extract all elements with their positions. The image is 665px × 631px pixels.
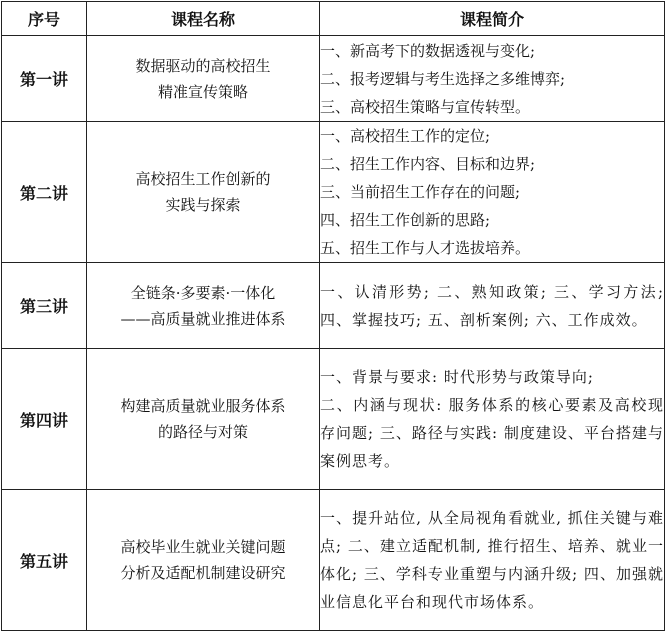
course-name bbox=[87, 122, 320, 263]
course-name bbox=[87, 36, 320, 122]
table-row bbox=[2, 36, 665, 122]
table-row bbox=[2, 490, 665, 631]
intro-line: 三、当前招生工作存在的问题; bbox=[320, 183, 521, 201]
course-name-line: 高校招生工作创新的 bbox=[135, 170, 271, 188]
intro-text: 一、提升站位, 从全局视角看就业, 抓住关键与难点; 二、建立适配机制, 推行招生、培养、就业一体化; 三、学科专业重塑与内涵升级; 四、加强就业信息化平台和现代市场体系。 bbox=[320, 509, 664, 611]
header-name: 课程名称 bbox=[87, 2, 320, 36]
intro-text: 一、认清形势; 二、熟知政策; 三、学习方法; 四、掌握技巧; 五、剖析案例; 六、工作成效。 bbox=[320, 282, 664, 329]
course-name-line: ——高质量就业推进体系 bbox=[120, 309, 286, 328]
course-name-line: 分析及适配机制建设研究 bbox=[120, 564, 286, 582]
course-name-line: 构建高质量就业服务体系 bbox=[120, 397, 286, 415]
course-name bbox=[87, 490, 320, 631]
course-intro bbox=[320, 36, 665, 122]
table-row bbox=[2, 349, 665, 490]
course-intro bbox=[320, 122, 665, 263]
course-name-line: 高校毕业生就业关键问题 bbox=[120, 538, 286, 556]
intro-line: 三、高校招生策略与宣传转型。 bbox=[320, 97, 531, 116]
lecture-index: 第二讲 bbox=[2, 122, 87, 263]
header-row bbox=[2, 2, 665, 36]
lecture-index: 第五讲 bbox=[2, 490, 87, 631]
lecture-index: 第四讲 bbox=[2, 349, 87, 490]
course-name-line: 精准宣传策略 bbox=[157, 82, 248, 101]
course-name bbox=[87, 263, 320, 349]
course-name bbox=[87, 349, 320, 490]
intro-line: 四、招生工作创新的思路; bbox=[320, 211, 491, 229]
header-intro: 课程简介 bbox=[320, 2, 665, 36]
course-name-line: 实践与探索 bbox=[165, 196, 241, 214]
lecture-index: 第三讲 bbox=[2, 263, 87, 349]
table-row bbox=[2, 122, 665, 263]
course-intro bbox=[320, 263, 665, 349]
intro-paragraph: 一、背景与要求: 时代形势与政策导向; bbox=[320, 368, 594, 386]
course-table bbox=[1, 1, 665, 631]
header-index: 序号 bbox=[2, 2, 87, 36]
intro-line: 五、招生工作与人才选拔培养。 bbox=[320, 239, 531, 257]
course-name-line: 全链条·多要素·一体化 bbox=[130, 283, 276, 302]
course-name-line: 数据驱动的高校招生 bbox=[135, 56, 271, 75]
intro-paragraph: 二、内涵与现状: 服务体系的核心要素及高校现存问题; 三、路径与实践: 制度建设、平台搭建与案例思考。 bbox=[320, 396, 664, 470]
intro-line: 二、招生工作内容、目标和边界; bbox=[320, 155, 536, 173]
intro-line: 一、高校招生工作的定位; bbox=[320, 127, 491, 145]
course-intro bbox=[320, 349, 665, 490]
table-row bbox=[2, 263, 665, 349]
intro-line: 一、新高考下的数据透视与变化; bbox=[320, 41, 536, 60]
lecture-index: 第一讲 bbox=[2, 36, 87, 122]
course-intro bbox=[320, 490, 665, 631]
course-name-line: 的路径与对策 bbox=[157, 423, 248, 441]
intro-line: 二、报考逻辑与考生选择之多维博弈; bbox=[320, 69, 566, 88]
